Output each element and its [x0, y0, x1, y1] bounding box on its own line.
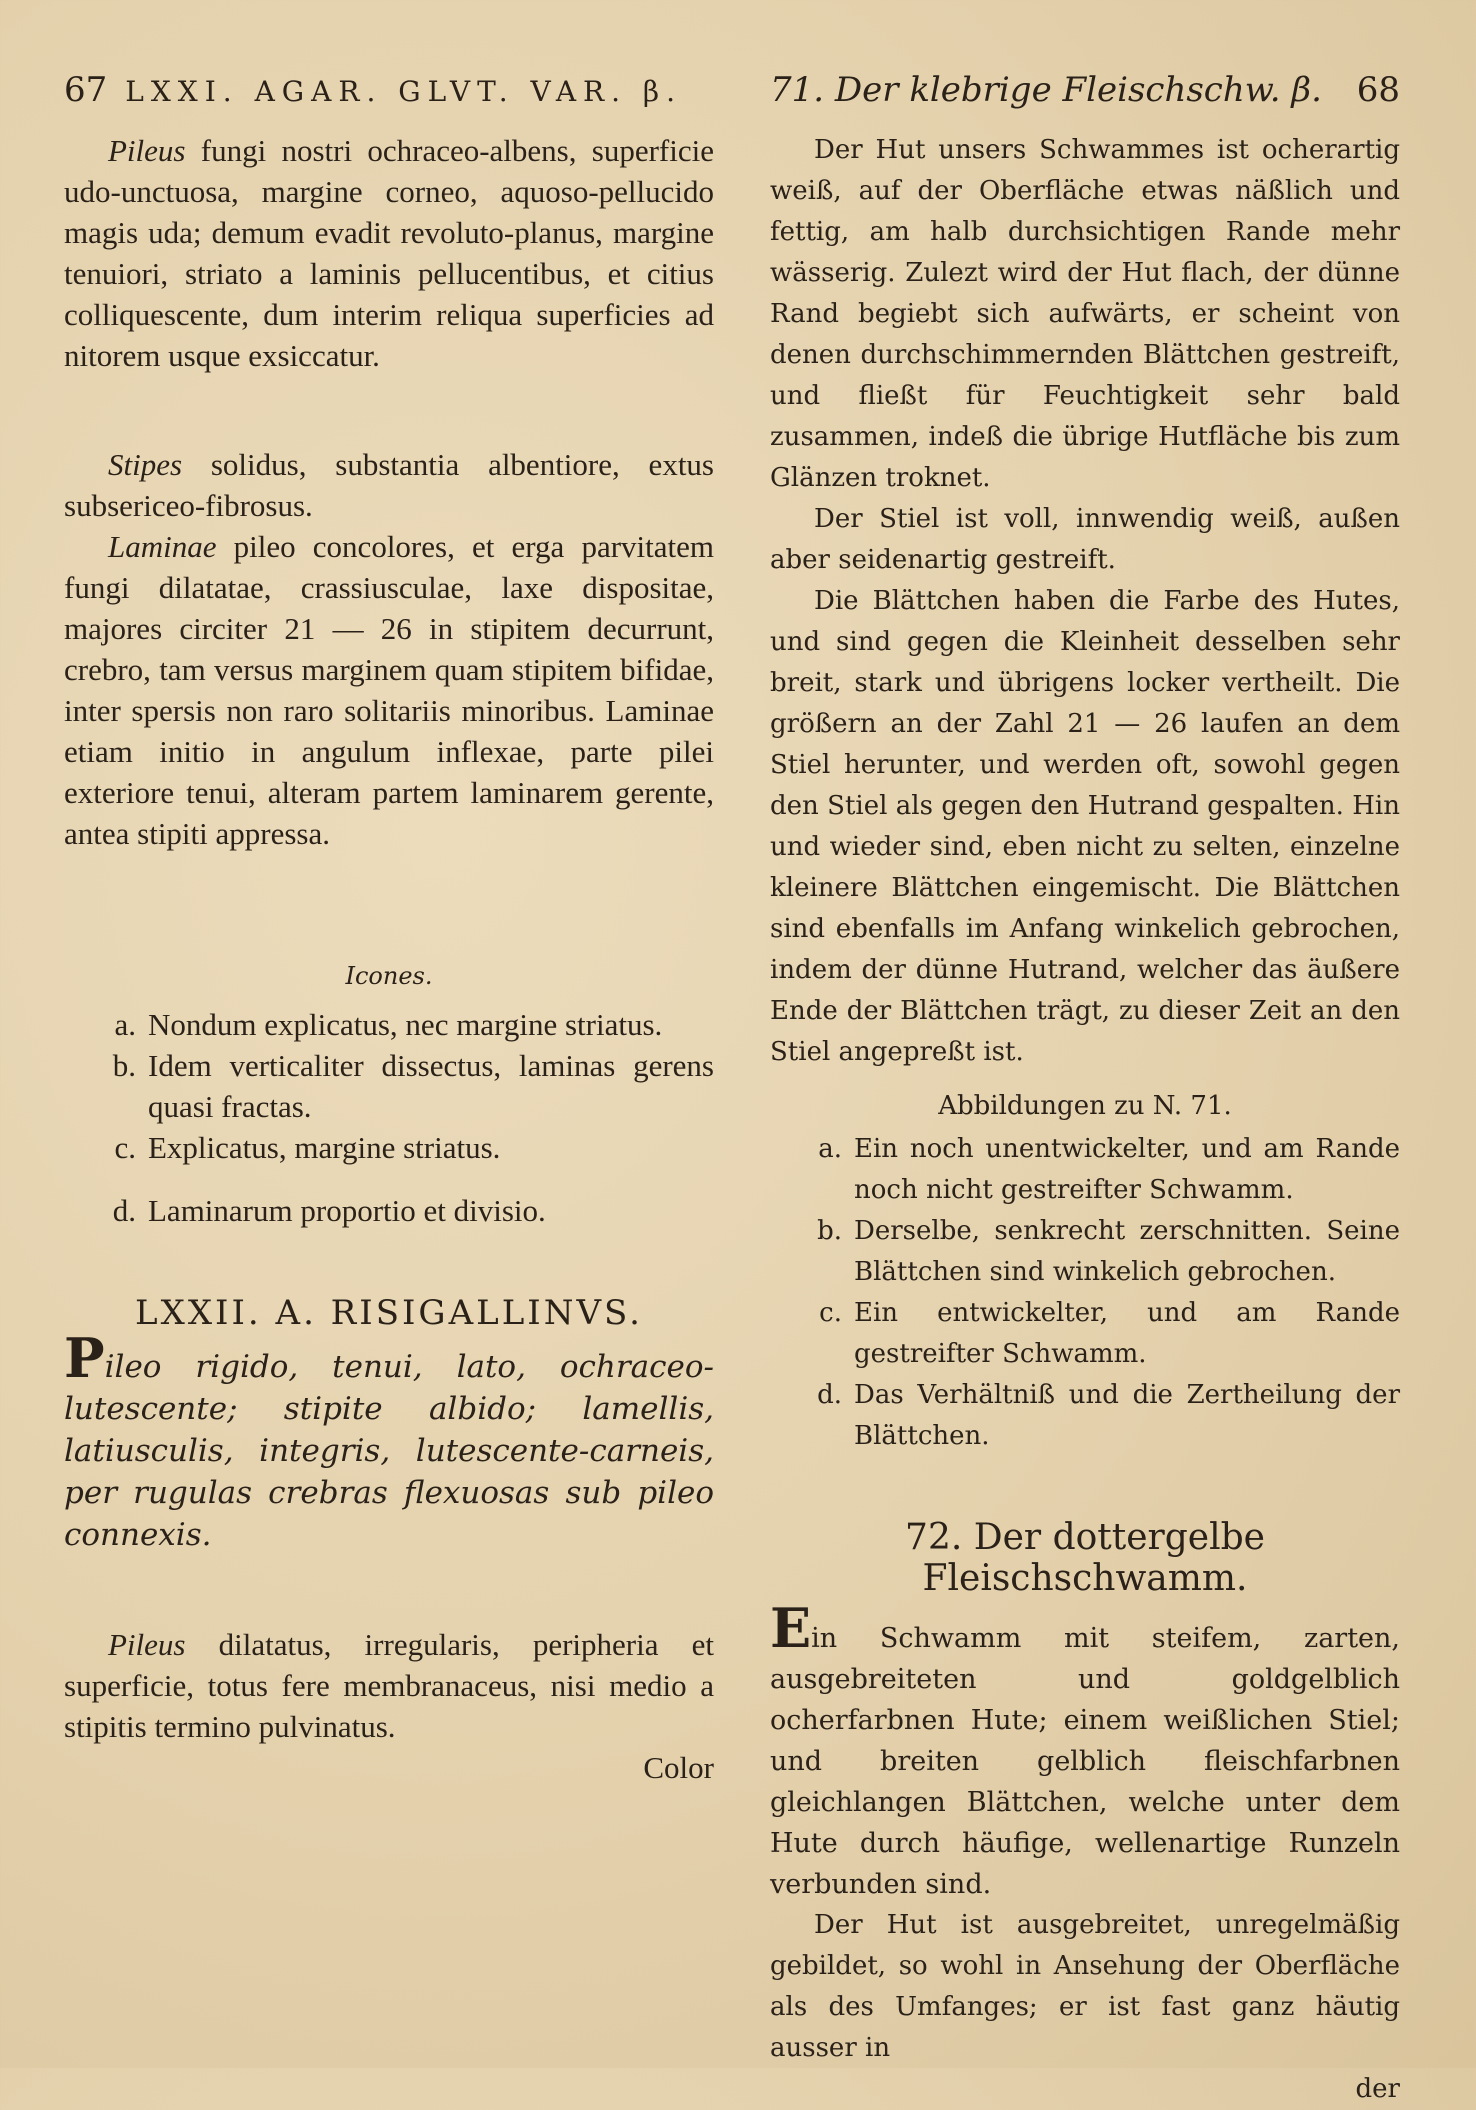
right-page: [770, 70, 1400, 2110]
left-page-number: 67: [64, 70, 108, 110]
left-running-title: LXXI. AGAR. GLVT. VAR. β.: [125, 75, 683, 108]
icones-list: [64, 1004, 714, 1231]
icones-item: b. Idem verticaliter dissectus, laminas gerens quasi fractas.: [112, 1048, 714, 1124]
stipes-paragraph: [64, 444, 714, 526]
pileus2-term: Pileus: [108, 1627, 186, 1662]
right-page-number: 68: [1356, 70, 1400, 110]
laminae-paragraph: [64, 526, 714, 854]
right-catchword: der: [1355, 2074, 1400, 2104]
abbildungen-item: b. Derselbe, senkrecht zerschnitten. Seine Blättchen sind winkelich gebrochen.: [817, 1216, 1400, 1287]
stipes-text: solidus, substantia albentiore, extus subsericeo-fibrosus.: [64, 447, 714, 523]
icones-item: d. Laminarum proportio et divisio.: [112, 1193, 546, 1228]
icones-item: a. Nondum explicatus, nec margine striatus.: [114, 1007, 663, 1042]
left-running-head: [64, 70, 714, 130]
pileus-paragraph: [64, 130, 714, 376]
drop-cap: E: [770, 1596, 812, 1660]
diagnosis-latin: Pileo rigido, tenui, lato, ochraceo-lutescente; stipite albido; lamellis, latiusculis, integris, lutescente-carneis, per rugulas crebras flexuosas sub pileo connexis.: [64, 1326, 714, 1553]
blaettchen-paragraph: Die Blättchen haben die Farbe des Hutes, und sind gegen die Kleinheit desselben sehr breit, stark und übrigens locker vertheilt. Die größern an der Zahl 21 — 26 laufen an dem Stiel herunter, und werden oft, sowohl gegen den Stiel als gegen den Hutrand gespalten. Hin und wieder sind, eben nicht zu selten, einzelne kleinere Blättchen eingemischt. Die Blättchen sind ebenfalls im Anfang winkelich gebrochen, indem der dünne Hutrand, welcher das äußere Ende der Blättchen trägt, zu dieser Zeit an den Stiel angepreßt ist.: [770, 586, 1400, 1067]
pileus-text: fungi nostri ochraceo-albens, superficie udo-unctuosa, margine corneo, aquoso-pellucido magis uda; demum evadit revoluto-planus, margine tenuiori, striato a laminis pellucentibus, et citius colliquescente, dum interim reliqua superficies ad nitorem usque exsiccatur.: [64, 133, 714, 373]
stipes-term: Stipes: [108, 447, 183, 482]
icones-item: c. Explicatus, margine striatus.: [114, 1130, 501, 1165]
laminae-text: pileo concolores, et erga parvitatem fungi dilatatae, crassiusculae, laxe dispositae, majores circiter 21 — 26 in stipitem decurrunt, crebro, tam versus marginem quam stipitem bifidae, inter spersis non raro solitariis minoribus. Laminae etiam initio in angulum inflexae, parte pilei exteriore tenui, alteram partem laminarem gerente, antea stipiti appressa.: [64, 529, 714, 851]
abbildungen-item: c. Ein entwickelter, und am Rande gestreifter Schwamm.: [819, 1298, 1400, 1369]
icones-heading: Icones.: [345, 962, 433, 990]
abbildungen-item: d. Das Verhältniß und die Zertheilung der Blättchen.: [817, 1380, 1400, 1451]
pileus-term: Pileus: [108, 133, 186, 168]
hut-paragraph: Der Hut unsers Schwammes ist ocherartig weiß, auf der Oberfläche etwas näßlich und fettig, am halb durchsichtigen Rande mehr wässerig. Zulezt wird der Hut flach, der dünne Rand begiebt sich aufwärts, er scheint von denen durchschimmernden Blättchen gestreift, und fließt für Feuchtigkeit sehr bald zusammen, indeß die übrige Hutfläche bis zum Glänzen troknet.: [770, 135, 1400, 493]
section-title-german: 72. Der dottergelbe Fleischschwamm.: [905, 1517, 1265, 1599]
pileus2-paragraph: [64, 1624, 714, 1747]
abbildungen-list: [770, 1129, 1400, 1457]
left-catchword: Color: [643, 1750, 714, 1785]
left-page: [64, 70, 714, 1788]
diagnosis-german: Ein Schwamm mit steifem, zarten, ausgebreiteten und goldgelblich ocherfarbnen Hute; einem weißlichen Stiel; und breiten gelblich fleischfarbnen gleichlangen Blättchen, welche unter dem Hute durch häufige, wellenartige Runzeln verbunden sind.: [770, 1596, 1400, 1900]
stiel-paragraph: Der Stiel ist voll, innwendig weiß, außen aber seidenartig gestreift.: [770, 504, 1400, 575]
hut2-paragraph: Der Hut ist ausgebreitet, unregelmäßig gebildet, so wohl in Ansehung der Oberfläche als des Umfanges; er ist fast ganz häutig ausser in: [770, 1910, 1400, 2063]
drop-cap: P: [64, 1326, 105, 1390]
abbildungen-heading: Abbildungen zu N. 71.: [938, 1091, 1232, 1121]
laminae-term: Laminae: [108, 529, 217, 564]
right-running-title: 71. Der klebrige Fleischschw. β.: [770, 70, 1322, 110]
section-title-latin: LXXII. A. RISIGALLINVS.: [135, 1293, 643, 1333]
right-running-head: [770, 70, 1400, 130]
abbildungen-item: a. Ein noch unentwickelter, und am Rande noch nicht gestreifter Schwamm.: [818, 1134, 1400, 1205]
pileus2-text: dilatatus, irregularis, peripheria et superficie, totus fere membranaceus, nisi medio a stipitis termino pulvinatus.: [64, 1627, 714, 1744]
